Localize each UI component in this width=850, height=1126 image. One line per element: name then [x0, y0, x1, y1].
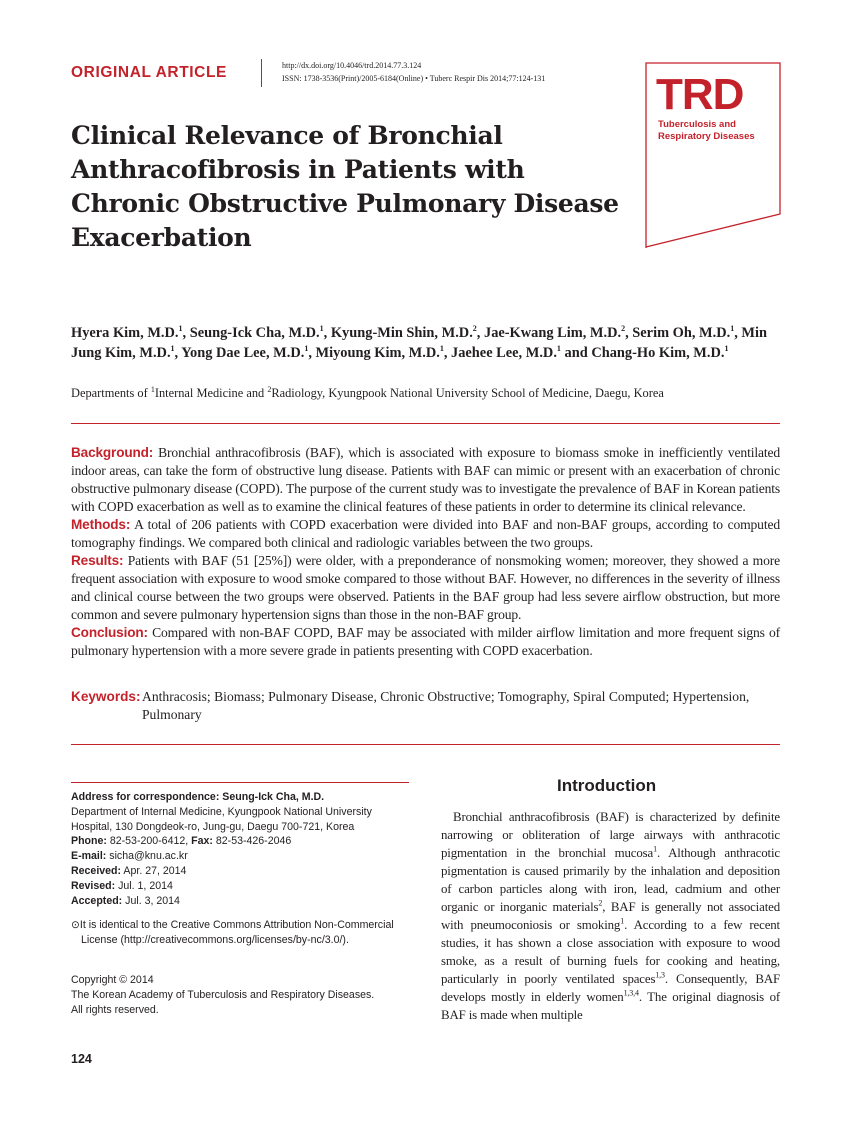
- abstract-text: Compared with non-BAF COPD, BAF may be associated with milder airflow limitation and more frequent signs of pulmonary hypertension with a more severe grade in patients presenting with COPD exacerbation.: [71, 625, 780, 658]
- copyright-holder: The Korean Academy of Tuberculosis and Respiratory Diseases.: [71, 988, 375, 1001]
- open-access-icon: ⊙: [71, 919, 80, 932]
- journal-logo-abbrev: TRD: [656, 70, 744, 119]
- correspondence-block: [71, 790, 421, 1017]
- affiliation: [71, 386, 664, 401]
- author-list: [71, 323, 783, 363]
- accepted-label: Accepted:: [71, 894, 123, 907]
- citation-ref[interactable]: 1,3,4: [623, 988, 639, 998]
- issn-citation: ISSN: 1738-3536(Print)/2005-6184(Online) • Tuberc Respir Dis 2014;77:124-131: [282, 74, 546, 83]
- abstract-label: Background:: [71, 445, 154, 460]
- abstract-label: Results:: [71, 553, 124, 568]
- correspondence-address: Department of Internal Medicine, Kyungpook National University: [71, 805, 372, 818]
- author-affil-sup: 1: [724, 344, 729, 354]
- author-name: , Min Jung Kim, M.D.: [71, 325, 767, 361]
- abstract-text: A total of 206 patients with COPD exacerbation were divided into BAF and non-BAF groups, according to computed tomography findings. We compared both clinical and radiologic variables between the two groups.: [71, 517, 780, 550]
- author-affil-sup: 1: [304, 344, 309, 354]
- affiliation-prefix: Departments of: [71, 386, 151, 400]
- author-affil-sup: 1: [439, 344, 444, 354]
- intro-text: . Consequently, BAF develops mostly in elderly women: [441, 972, 780, 1004]
- author-affil-sup: 2: [472, 324, 477, 334]
- accepted-date: Jul. 3, 2014: [122, 894, 180, 907]
- abstract-label: Conclusion:: [71, 625, 148, 640]
- keywords-text: Anthracosis; Biomass; Pulmonary Disease, Chronic Obstructive; Tomography, Spiral Computed; Hypertension, Pulmonary: [142, 689, 750, 722]
- introduction-paragraph: [441, 808, 780, 1024]
- title-line-3: Chronic Obstructive Pulmonary Disease: [71, 189, 619, 218]
- journal-logo-name-line2: Respiratory Diseases: [658, 131, 755, 142]
- author-affil-sup: 1: [178, 324, 183, 334]
- divider-top: [71, 423, 780, 424]
- correspondence-divider: [71, 782, 409, 783]
- abstract-results: [71, 552, 780, 624]
- article-title: [71, 119, 631, 255]
- citation-ref[interactable]: 1: [620, 916, 625, 926]
- copyright-year: Copyright © 2014: [71, 973, 154, 986]
- author-affil-sup: 1: [319, 324, 324, 334]
- correspondence-address: Hospital, 130 Dongdeok-ro, Jung-gu, Daegu 700-721, Korea: [71, 820, 355, 833]
- author-name: , Serim Oh, M.D.: [625, 325, 731, 341]
- author-name: , Jae-Kwang Lim, M.D.: [476, 325, 622, 341]
- abstract: [71, 444, 780, 660]
- abstract-background: [71, 444, 780, 516]
- intro-text: . According to a few recent studies, it has shown a close association with exposure to wood smoke, as a result of burning fuels for cooking and heating, particularly in poorly ventilated spaces: [441, 918, 780, 986]
- phone-number: 82-53-200-6412,: [106, 835, 192, 848]
- author-name: , Kyung-Min Shin, M.D.: [323, 325, 473, 341]
- author-name: , Jaehee Lee, M.D.: [443, 345, 557, 361]
- license-link[interactable]: License (http://creativecommons.org/licenses/by-nc/3.0/).: [81, 934, 349, 947]
- affiliation-sup: 1: [150, 384, 155, 394]
- title-line-4: Exacerbation: [71, 223, 252, 252]
- fax-number: 82-53-426-2046: [212, 835, 292, 848]
- citation-ref[interactable]: 1,3: [655, 970, 665, 980]
- revised-label: Revised:: [71, 879, 116, 892]
- abstract-conclusion: [71, 624, 780, 660]
- journal-logo-name-line1: Tuberculosis and: [658, 119, 736, 130]
- affiliation-dept-1: Internal Medicine and: [154, 386, 268, 400]
- divider-bottom: [71, 744, 780, 745]
- header-divider: [261, 59, 262, 87]
- license-text: It is identical to the Creative Commons Attribution Non-Commercial: [79, 919, 394, 932]
- revised-date: Jul. 1, 2014: [115, 879, 173, 892]
- author-name: , Miyoung Kim, M.D.: [308, 345, 440, 361]
- email-label: E-mail:: [71, 850, 107, 863]
- fax-label: Fax:: [191, 835, 213, 848]
- author-name: Hyera Kim, M.D.: [71, 325, 179, 341]
- intro-text: . Although anthracotic pigmentation is caused primarily by the inhalation and deposition of carbon particles along with iron, lead, cadmium and other organic or inorganic materials: [441, 846, 780, 914]
- citation-ref[interactable]: 2: [598, 898, 603, 908]
- introduction-heading: Introduction: [557, 776, 657, 795]
- intro-text: , BAF is generally not associated with pneumoconiosis or smoking: [441, 900, 780, 932]
- author-name: and Chang-Ho Kim, M.D.: [560, 345, 725, 361]
- page-number: 124: [71, 1052, 92, 1066]
- author-affil-sup: 1: [170, 344, 175, 354]
- abstract-label: Methods:: [71, 517, 131, 532]
- abstract-methods: [71, 516, 780, 552]
- affiliation-sup: 2: [267, 384, 272, 394]
- section-label: ORIGINAL ARTICLE: [71, 64, 227, 81]
- title-line-2: Anthracofibrosis in Patients with: [71, 155, 525, 184]
- affiliation-dept-2: Radiology, Kyungpook National University School of Medicine, Daegu, Korea: [271, 386, 664, 400]
- correspondence-heading: Address for correspondence: Seung-Ick Cha, M.D.: [71, 791, 325, 803]
- received-label: Received:: [71, 864, 122, 877]
- keywords-label: Keywords:: [71, 689, 141, 704]
- doi-link[interactable]: http://dx.doi.org/10.4046/trd.2014.77.3.124: [282, 61, 422, 70]
- author-affil-sup: 1: [730, 324, 735, 334]
- copyright-rights: All rights reserved.: [71, 1003, 159, 1016]
- email-link[interactable]: sicha@knu.ac.kr: [106, 850, 188, 863]
- author-name: , Seung-Ick Cha, M.D.: [182, 325, 320, 341]
- author-affil-sup: 1: [556, 344, 561, 354]
- author-affil-sup: 2: [621, 324, 626, 334]
- author-name: , Yong Dae Lee, M.D.: [174, 345, 305, 361]
- intro-text: Bronchial anthracofibrosis (BAF) is characterized by definite narrowing or obliteration of large airways with anthracotic pigmentation in the bronchial mucosa: [441, 810, 780, 860]
- citation-ref[interactable]: 1: [653, 844, 657, 854]
- title-line-1: Clinical Relevance of Bronchial: [71, 121, 503, 150]
- received-date: Apr. 27, 2014: [121, 864, 187, 877]
- abstract-text: Bronchial anthracofibrosis (BAF), which is associated with exposure to biomass smoke in inefficiently ventilated indoor areas, can take the form of obstructive lung disease. Patients with BAF can mimic or present with an exacerbation of chronic obstructive pulmonary disease (COPD). The purpose of the current study was to investigate the prevalence of BAF in Korean patients with COPD exacerbation as well as to examine the clinical features of these patients in order to determine its clinical relevance.: [71, 445, 780, 514]
- phone-label: Phone:: [71, 835, 107, 848]
- abstract-text: Patients with BAF (51 [25%]) were older, with a preponderance of nonsmoking women; moreover, they showed a more frequent association with exposure to wood smoke compared to those without BAF. However, no differences in the severity of illness and clinical course between the two groups were observed. Patients in the BAF group had less severe airflow obstruction, but more common and severe pulmonary hypertension signs than those in the non-BAF group.: [71, 553, 780, 622]
- intro-text: . The original diagnosis of BAF is made when multiple: [441, 990, 781, 1022]
